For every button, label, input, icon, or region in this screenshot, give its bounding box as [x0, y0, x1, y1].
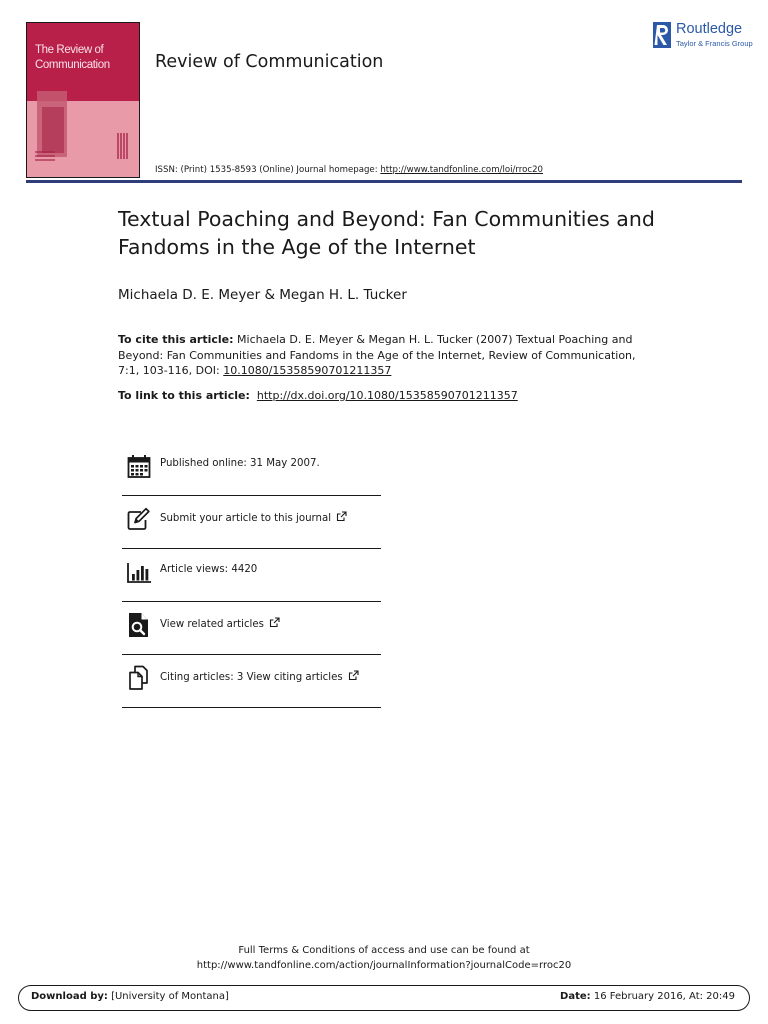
download-date-value: 16 February 2016, At: 20:49	[593, 991, 735, 1002]
terms-url[interactable]: http://www.tandfonline.com/action/journalInformation?journalCode=rroc20	[196, 960, 572, 971]
doi-link[interactable]: 10.1080/15358590701211357	[223, 364, 392, 377]
citation-label: To cite this article:	[118, 333, 234, 346]
document-search-icon	[126, 612, 152, 638]
header-divider	[26, 180, 742, 183]
citation-text: Michaela D. E. Meyer & Megan H. L. Tucker (2007) Textual Poaching and Beyond: Fan Communities and Fandoms in the Age of the Internet, Review of Communication, 7:1, 103-116, DOI:	[118, 333, 636, 377]
article-views-label: Article views: 4420	[160, 564, 258, 575]
download-info-bar	[18, 985, 750, 1011]
published-online-item	[122, 443, 381, 496]
related-articles-label: View related articles	[160, 619, 264, 630]
submit-article-link[interactable]	[122, 496, 381, 549]
publisher-subtitle: Taylor & Francis Group	[676, 39, 753, 48]
download-by-value: [University of Montana]	[111, 991, 229, 1002]
external-link-icon	[348, 670, 359, 681]
terms-notice	[0, 943, 768, 973]
citing-articles-label: Citing articles: 3 View citing articles	[160, 672, 343, 683]
article-actions-list	[122, 443, 381, 708]
publisher-name: Routledge	[676, 21, 743, 37]
external-link-icon	[269, 617, 280, 628]
article-views-item	[122, 549, 381, 602]
cover-decoration	[42, 107, 64, 153]
terms-line: Full Terms & Conditions of access and use can be found at	[238, 945, 530, 956]
cover-barcode	[117, 133, 129, 159]
article-title: Textual Poaching and Beyond: Fan Communities and Fandoms in the Age of the Internet	[118, 207, 655, 259]
citing-documents-icon	[126, 665, 152, 691]
article-link-label: To link to this article:	[118, 389, 250, 402]
download-date-label: Date:	[560, 991, 591, 1002]
calendar-icon	[126, 453, 152, 479]
submit-article-label: Submit your article to this journal	[160, 513, 332, 524]
routledge-r-icon	[652, 21, 672, 49]
publisher-logo[interactable]	[652, 20, 752, 50]
article-link-line	[118, 389, 518, 402]
external-link-icon	[336, 511, 347, 522]
related-articles-link[interactable]	[122, 602, 381, 655]
journal-cover-image	[26, 22, 140, 178]
article-doi-url[interactable]: http://dx.doi.org/10.1080/15358590701211357	[256, 389, 518, 402]
download-by-label: Download by:	[31, 991, 108, 1002]
issn-line	[155, 165, 543, 175]
article-authors: Michaela D. E. Meyer & Megan H. L. Tucker	[118, 287, 407, 303]
citation-block	[118, 332, 658, 379]
journal-homepage-link[interactable]: http://www.tandfonline.com/loi/rroc20	[380, 165, 544, 175]
published-online-label: Published online: 31 May 2007.	[160, 458, 320, 469]
cover-title: The Review of Communication	[35, 44, 110, 71]
issn-text: ISSN: (Print) 1535-8593 (Online) Journal homepage:	[155, 165, 381, 175]
download-date	[560, 991, 735, 1002]
cover-publisher-mark	[35, 151, 55, 165]
edit-icon	[126, 506, 152, 532]
citing-articles-link[interactable]	[122, 655, 381, 708]
download-by	[31, 991, 229, 1002]
bar-chart-icon	[126, 559, 152, 585]
journal-name: Review of Communication	[155, 52, 384, 72]
